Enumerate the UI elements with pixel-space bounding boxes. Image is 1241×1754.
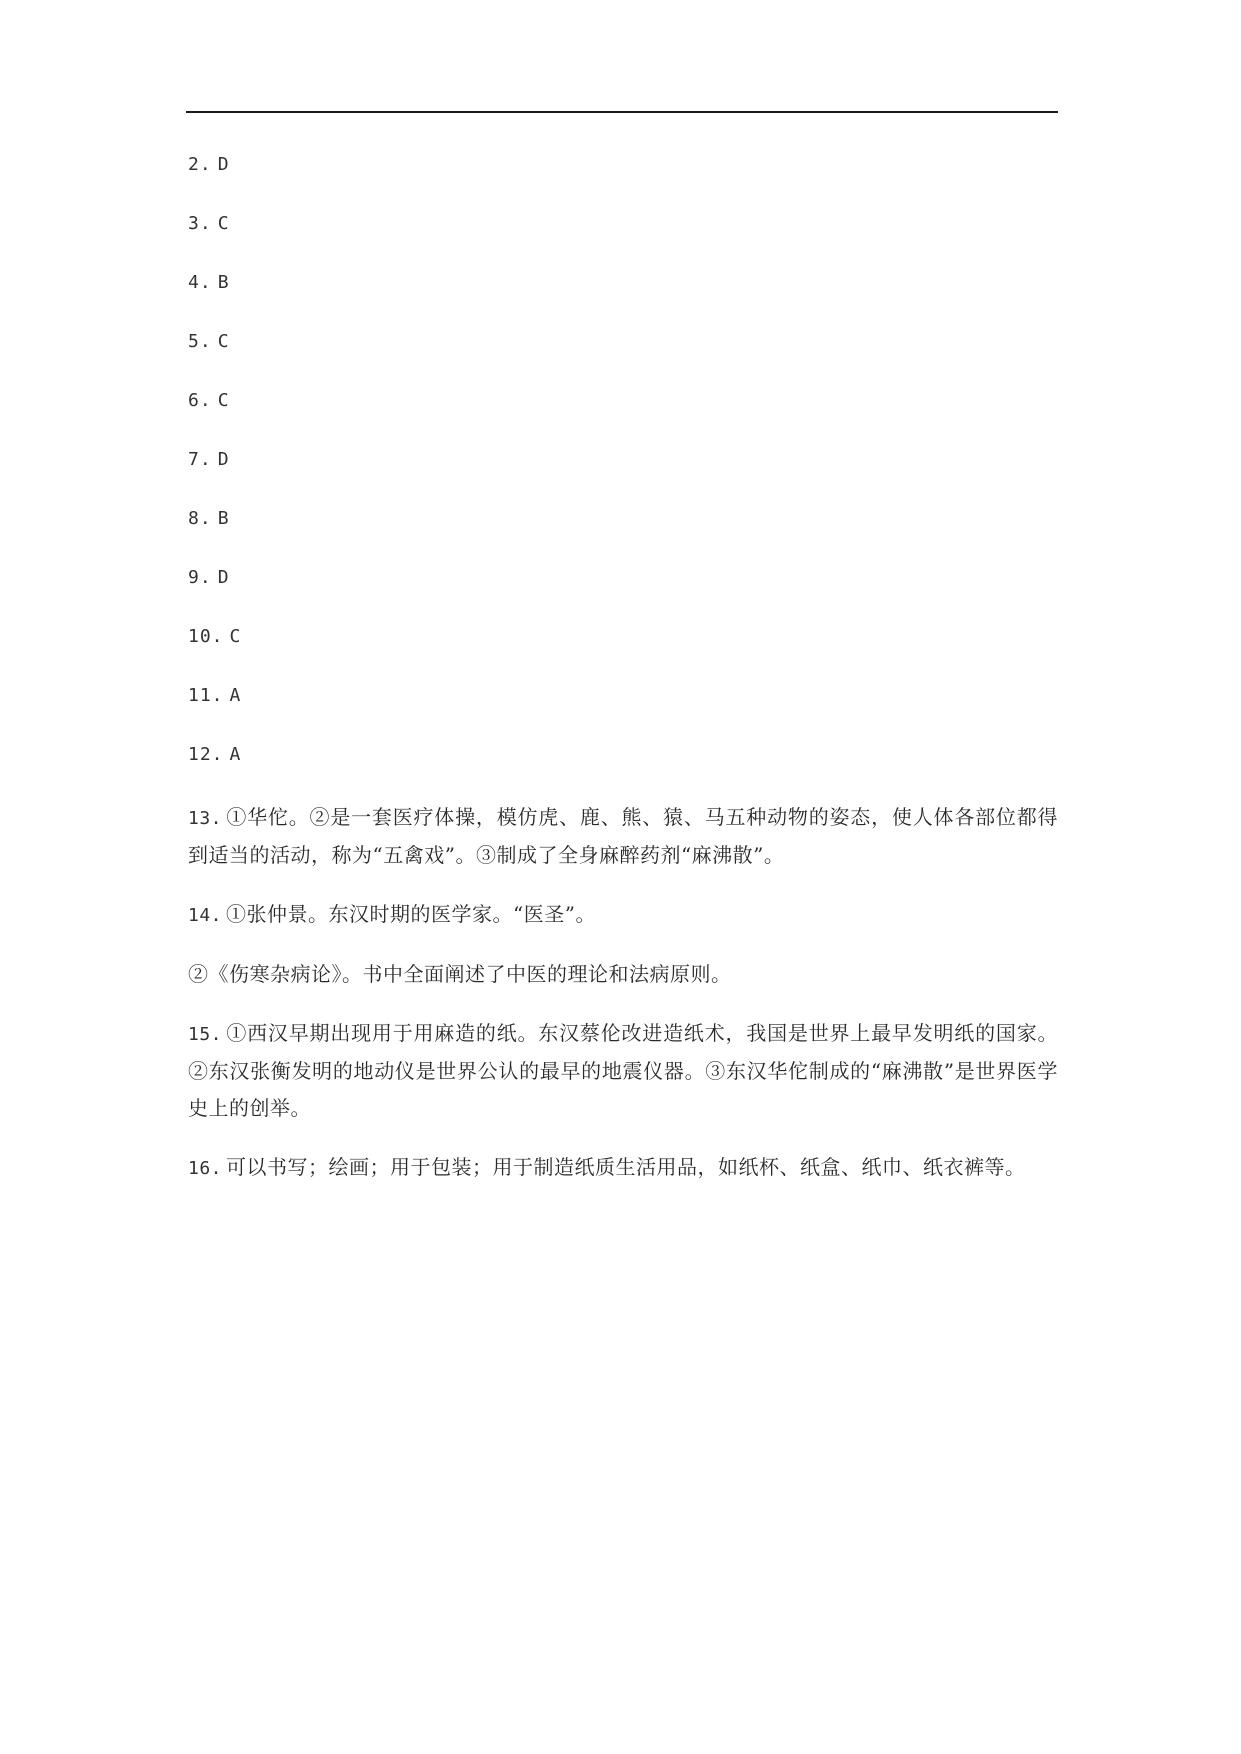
- question-number: 5.: [188, 331, 212, 352]
- question-number: 10.: [188, 626, 224, 647]
- answer-letter: D: [217, 449, 230, 470]
- answer-item: [188, 384, 1058, 443]
- question-number: 6.: [188, 390, 212, 411]
- answer-letter: A: [229, 685, 242, 706]
- question-number: 16.: [188, 1158, 223, 1179]
- answer-letter: D: [217, 154, 230, 175]
- question-number: 12.: [188, 744, 224, 765]
- answer-item: [188, 502, 1058, 561]
- question-number: 2.: [188, 154, 212, 175]
- answer-15: [188, 1015, 1058, 1127]
- answer-letter: B: [217, 508, 230, 529]
- answer-letter: B: [217, 272, 230, 293]
- question-number: 11.: [188, 685, 224, 706]
- answer-13: [188, 799, 1058, 874]
- answer-letter: D: [217, 567, 230, 588]
- answer-item: [188, 266, 1058, 325]
- answer-letter: C: [217, 390, 230, 411]
- question-number: 9.: [188, 567, 212, 588]
- question-number: 4.: [188, 272, 212, 293]
- answer-14: [188, 896, 1058, 934]
- question-number: 13.: [188, 808, 223, 829]
- header-rule: [186, 111, 1058, 113]
- answer-text: ①西汉早期出现用于用麻造的纸。东汉蔡伦改进造纸术，我国是世界上最早发明纸的国家。②东汉张衡发明的地动仪是世界公认的最早的地震仪器。③东汉华佗制成的“麻沸散”是世界医学史上的创举。: [188, 1021, 1058, 1120]
- answer-item: [188, 620, 1058, 679]
- answer-text: ②《伤寒杂病论》。书中全面阐述了中医的理论和法病原则。: [188, 962, 732, 986]
- question-number: 3.: [188, 213, 212, 234]
- answer-key: [188, 148, 1058, 1209]
- answer-letter: C: [229, 626, 242, 647]
- answer-item: [188, 561, 1058, 620]
- answer-text: ①华佗。②是一套医疗体操，模仿虎、鹿、熊、猿、马五种动物的姿态，使人体各部位都得到适当的活动，称为“五禽戏”。③制成了全身麻醉药剂“麻沸散”。: [188, 805, 1058, 867]
- answer-item: [188, 325, 1058, 384]
- answer-item: [188, 148, 1058, 207]
- answer-item: [188, 443, 1058, 502]
- answer-letter: C: [217, 213, 230, 234]
- answer-letter: C: [217, 331, 230, 352]
- question-number: 8.: [188, 508, 212, 529]
- answer-letter: A: [229, 744, 242, 765]
- answer-item: [188, 738, 1058, 797]
- answer-text: ①张仲景。东汉时期的医学家。“医圣”。: [226, 902, 596, 926]
- answer-14-continued: [188, 956, 1058, 993]
- answer-item: [188, 679, 1058, 738]
- question-number: 14.: [188, 905, 223, 926]
- answer-item: [188, 207, 1058, 266]
- question-number: 7.: [188, 449, 212, 470]
- answer-16: [188, 1149, 1058, 1187]
- answer-text: 可以书写；绘画；用于包装；用于制造纸质生活用品，如纸杯、纸盒、纸巾、纸衣裤等。: [226, 1155, 1026, 1179]
- question-number: 15.: [188, 1024, 223, 1045]
